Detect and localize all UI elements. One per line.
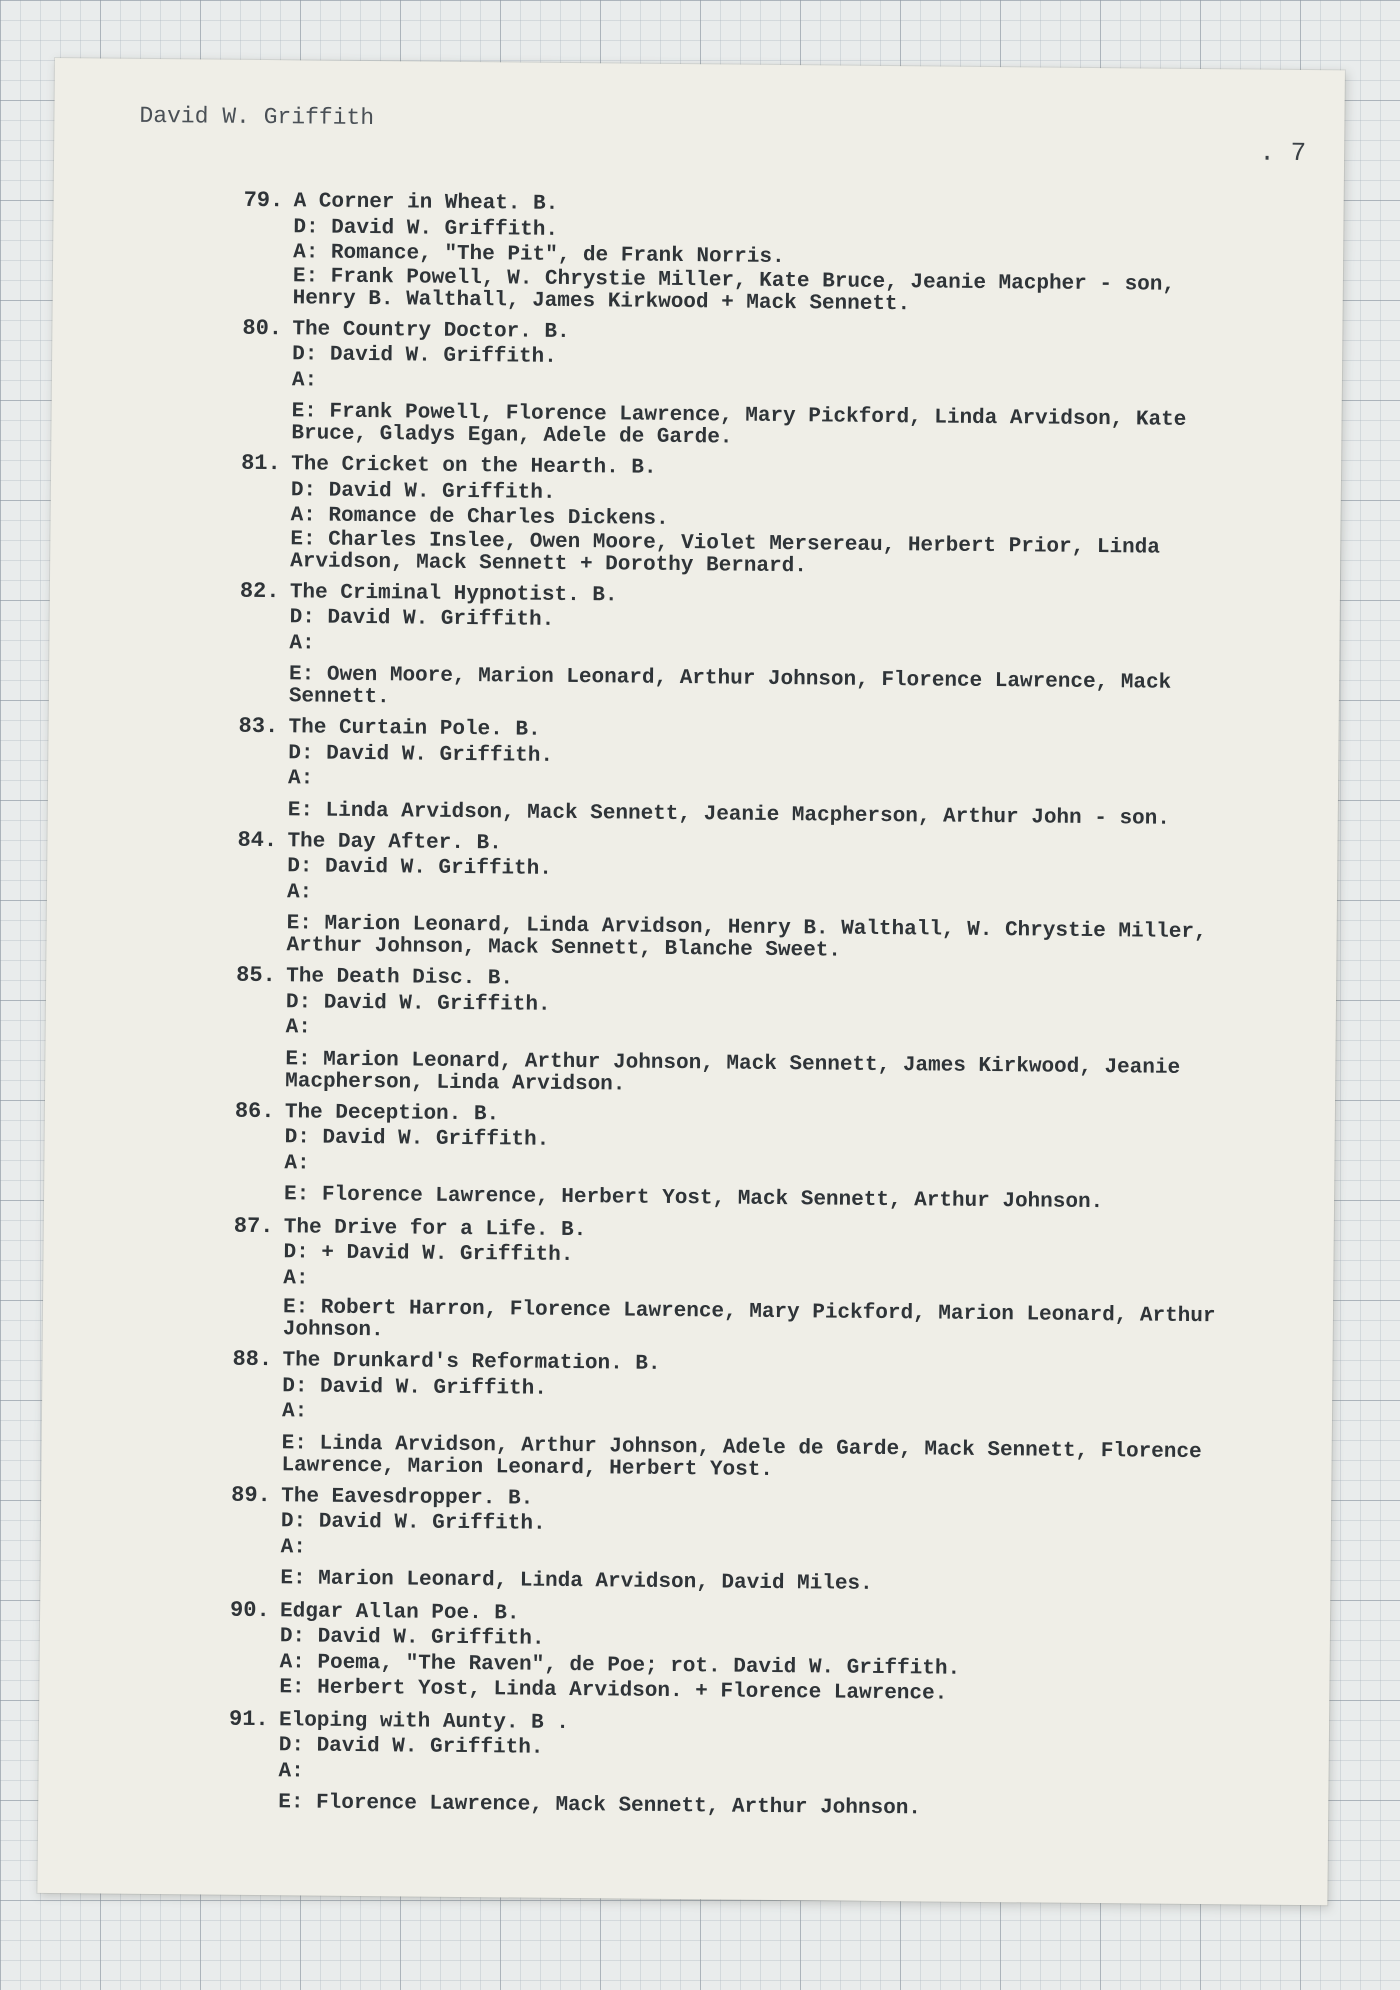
source-line: A: Romance de Charles Dickens.	[290, 504, 669, 531]
director-line: D: David W. Griffith.	[279, 1625, 545, 1651]
film-title: The Cricket on the Hearth. B.	[290, 453, 657, 480]
film-title: A Corner in Wheat. B.	[293, 190, 559, 216]
film-entry	[236, 827, 1297, 967]
director-line: D: David W. Griffith.	[287, 855, 553, 881]
director-line: D: David W. Griffith.	[293, 215, 559, 242]
cast-line: E: Florence Lawrence, Mack Sennett, Arthur Johnson.	[278, 1791, 922, 1821]
source-line: A: Poema, "The Raven", de Poe; rot. David W. Griffith.	[279, 1650, 961, 1681]
source-line: A:	[280, 1535, 307, 1559]
entry-number: 90.	[229, 1597, 270, 1623]
source-line: A:	[291, 368, 318, 393]
entry-number: 81.	[240, 450, 281, 477]
cast-line: E: Marion Leonard, Linda Arvidson, David Miles.	[280, 1567, 873, 1596]
cast-line: E: Owen Moore, Marion Leonard, Arthur Johnson, Florence Lawrence, Mack Sennett.	[288, 663, 1172, 710]
entry-number: 91.	[228, 1706, 269, 1732]
entry-number: 88.	[232, 1346, 273, 1373]
entry-number: 82.	[239, 578, 280, 604]
entry-number: 86.	[234, 1098, 275, 1124]
source-line: A:	[287, 767, 314, 791]
film-entry	[231, 1347, 1292, 1487]
director-line: D: David W. Griffith.	[289, 606, 555, 632]
source-line: A:	[286, 880, 313, 905]
director-line: D: + David W. Griffith.	[283, 1241, 574, 1268]
film-entry	[233, 1213, 1294, 1351]
film-title: The Drunkard's Reformation. B.	[282, 1349, 661, 1376]
cast-line: E: Linda Arvidson, Mack Sennett, Jeanie Macpherson, Arthur John - son.	[287, 798, 1171, 831]
film-entry	[234, 1098, 1295, 1217]
film-title: The Drive for a Life. B.	[283, 1215, 587, 1242]
film-entry	[243, 188, 1304, 320]
director-line: D: David W. Griffith.	[285, 990, 551, 1017]
entry-number: 79.	[243, 187, 284, 214]
entry-number: 84.	[237, 827, 278, 853]
film-title: The Criminal Hypnotist. B.	[289, 580, 618, 607]
cast-line: E: Herbert Yost, Linda Arvidson. + Florence Lawrence.	[279, 1676, 948, 1706]
director-line: D: David W. Griffith.	[280, 1510, 546, 1536]
cast-line: E: Linda Arvidson, Arthur Johnson, Adele de Garde, Mack Sennett, Florence Lawrence, Marion Leonard, Herbert Yost.	[281, 1431, 1202, 1482]
director-line: D: David W. Griffith.	[288, 741, 554, 768]
cast-line: E: Marion Leonard, Linda Arvidson, Henry B. Walthall, W. Chrystie Miller, Arthur Johnson, Mack Sennett, Blanche Sweet.	[286, 912, 1207, 963]
filmography-list	[228, 188, 1304, 1832]
source-line: A:	[285, 1016, 312, 1040]
entry-number: 83.	[238, 713, 279, 740]
source-line: A:	[284, 1151, 310, 1175]
source-line: A:	[278, 1759, 304, 1783]
document-page	[37, 58, 1345, 1905]
director-line: D: David W. Griffith.	[290, 478, 556, 505]
entry-number: 80.	[242, 315, 283, 341]
film-entry	[238, 714, 1299, 832]
film-title: The Eavesdropper. B.	[281, 1484, 534, 1511]
cast-line: E: Charles Inslee, Owen Moore, Violet Mersereau, Herbert Prior, Linda Arvidson, Mack Sennett + Dorothy Bernard.	[290, 527, 1161, 578]
film-title: The Country Doctor. B.	[292, 317, 570, 344]
director-line: D: David W. Griffith.	[282, 1374, 548, 1401]
film-entry	[239, 578, 1300, 718]
source-line: A:	[283, 1266, 309, 1290]
film-entry	[229, 1597, 1290, 1710]
film-title: The Deception. B.	[284, 1100, 500, 1126]
cast-line: E: Marion Leonard, Arthur Johnson, Mack Sennett, James Kirkwood, Jeanie Macpherson, Linda Arvidson.	[285, 1047, 1181, 1097]
director-line: D: David W. Griffith.	[292, 343, 557, 369]
film-entry	[230, 1482, 1291, 1601]
film-title: The Death Disc. B.	[286, 965, 514, 991]
film-entry	[235, 963, 1296, 1103]
entry-number: 89.	[231, 1482, 271, 1508]
film-title: Eloping with Aunty. B .	[278, 1708, 570, 1735]
source-line: A:	[281, 1400, 308, 1424]
film-entry	[240, 451, 1301, 583]
source-line: A:	[289, 631, 315, 656]
film-entry	[241, 315, 1302, 455]
entry-number: 87.	[233, 1213, 274, 1239]
source-line: A: Romance, "The Pit", de Frank Norris.	[293, 241, 785, 270]
film-title: The Curtain Pole. B.	[288, 716, 541, 742]
director-line: D: David W. Griffith.	[284, 1126, 550, 1152]
page-header-author: David W. Griffith	[139, 102, 375, 132]
cast-line: E: Florence Lawrence, Herbert Yost, Mack Sennett, Arthur Johnson.	[283, 1183, 1104, 1215]
entry-number: 85.	[236, 962, 276, 989]
film-title: The Day After. B.	[287, 829, 502, 855]
cast-line: E: Frank Powell, Florence Lawrence, Mary Pickford, Linda Arvidson, Kate Bruce, Gladys Egan, Adele de Garde.	[291, 400, 1187, 450]
cast-line: E: Frank Powell, W. Chrystie Miller, Kate Bruce, Jeanie Macpher - son, Henry B. Walthall, James Kirkwood + Mack Sennett.	[292, 264, 1176, 316]
film-entry	[228, 1706, 1289, 1825]
film-title: Edgar Allan Poe. B.	[279, 1599, 520, 1626]
page-number: . 7	[1259, 137, 1307, 169]
director-line: D: David W. Griffith.	[278, 1734, 544, 1760]
cast-line: E: Robert Harron, Florence Lawrence, Mary Pickford, Marion Leonard, Arthur Johnson.	[282, 1296, 1216, 1343]
